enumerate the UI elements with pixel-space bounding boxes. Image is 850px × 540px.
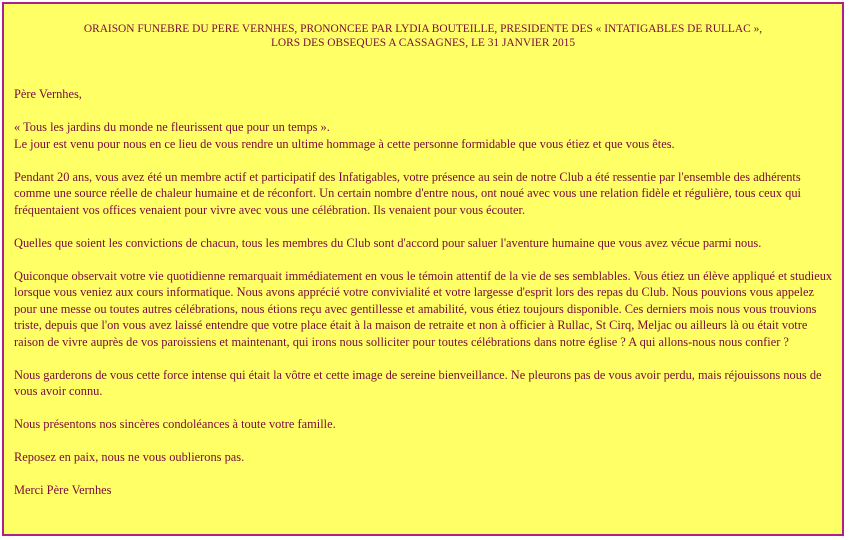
closing-line: Merci Père Vernhes: [14, 483, 112, 497]
paragraph-memory: Nous garderons de vous cette force intense qui était la vôtre et cette image de sereine bienveillance. Ne pleurons pas de vous avoir perdu, mais réjouissons nous de vous avoir connu.: [14, 367, 822, 398]
title-line-2: LORS DES OBSEQUES A CASSAGNES, LE 31 JANVIER 2015: [270, 37, 576, 49]
paragraph-intro: Le jour est venu pour nous en ce lieu de vous rendre un ultime hommage à cette personne formidable que vous étiez et que vous êtes.: [14, 136, 675, 151]
paragraph-daily-life: Quiconque observait votre vie quotidienne remarquait immédiatement en vous le témoin attentif de la vie de ses semblables. Vous étiez un élève appliqué et studieux lorsque vous veniez aux cours informatique. Nous avons apprécié votre convivialité et votre largesse d'esprit lors des repas du Club. Nous pouvions vous appelez pour une messe ou toutes autres célébrations, nous étions reçu avec gentillesse et amabilité, vous étiez toujours disponible. Ces derniers mois nous vous trouvions triste, depuis que l'on vous avez laissé entendre que votre place était à la maison de retraite et non à officier à Rullac, St Cirq, Meljac ou ailleurs là ou était votre raison de vivre auprès de vos paroissiens et maintenant, qui irons nous solliciter pour toutes célébrations dans notre église ? A qui allons-nous nous confier ?: [14, 268, 833, 349]
paragraph-condolences: Nous présentons nos sincères condoléances à toute votre famille.: [14, 417, 336, 431]
document-frame: [2, 2, 844, 536]
paragraph-rest-in-peace: Reposez en paix, nous ne vous oublierons pas.: [14, 450, 245, 464]
salutation: Père Vernhes,: [14, 87, 82, 101]
title-line-1: ORAISON FUNEBRE DU PERE VERNHES, PRONONCEE PAR LYDIA BOUTEILLE, PRESIDENTE DES « INTATIGABLES DE RULLAC »,: [83, 23, 763, 35]
document-body: [14, 86, 834, 515]
paragraph-quote: « Tous les jardins du monde ne fleurissent que pour un temps ».: [14, 120, 330, 134]
paragraph-membership: Pendant 20 ans, vous avez été un membre actif et participatif des Infatigables, votre présence au sein de notre Club a été ressentie par l'ensemble des adhérents comme une source réelle de chaleur humaine et de réconfort. Un certain nombre d'entre nous, ont noué avec vous une relation fidèle et régulière, tous ceux qui fréquentaient vos offices venaient pour vivre avec vous une célébration. Ils venaient pour vous écouter.: [14, 169, 802, 217]
document-title: [4, 22, 842, 50]
paragraph-convictions: Quelles que soient les convictions de chacun, tous les membres du Club sont d'accord pour saluer l'aventure humaine que vous avez vécue parmi nous.: [14, 235, 762, 250]
